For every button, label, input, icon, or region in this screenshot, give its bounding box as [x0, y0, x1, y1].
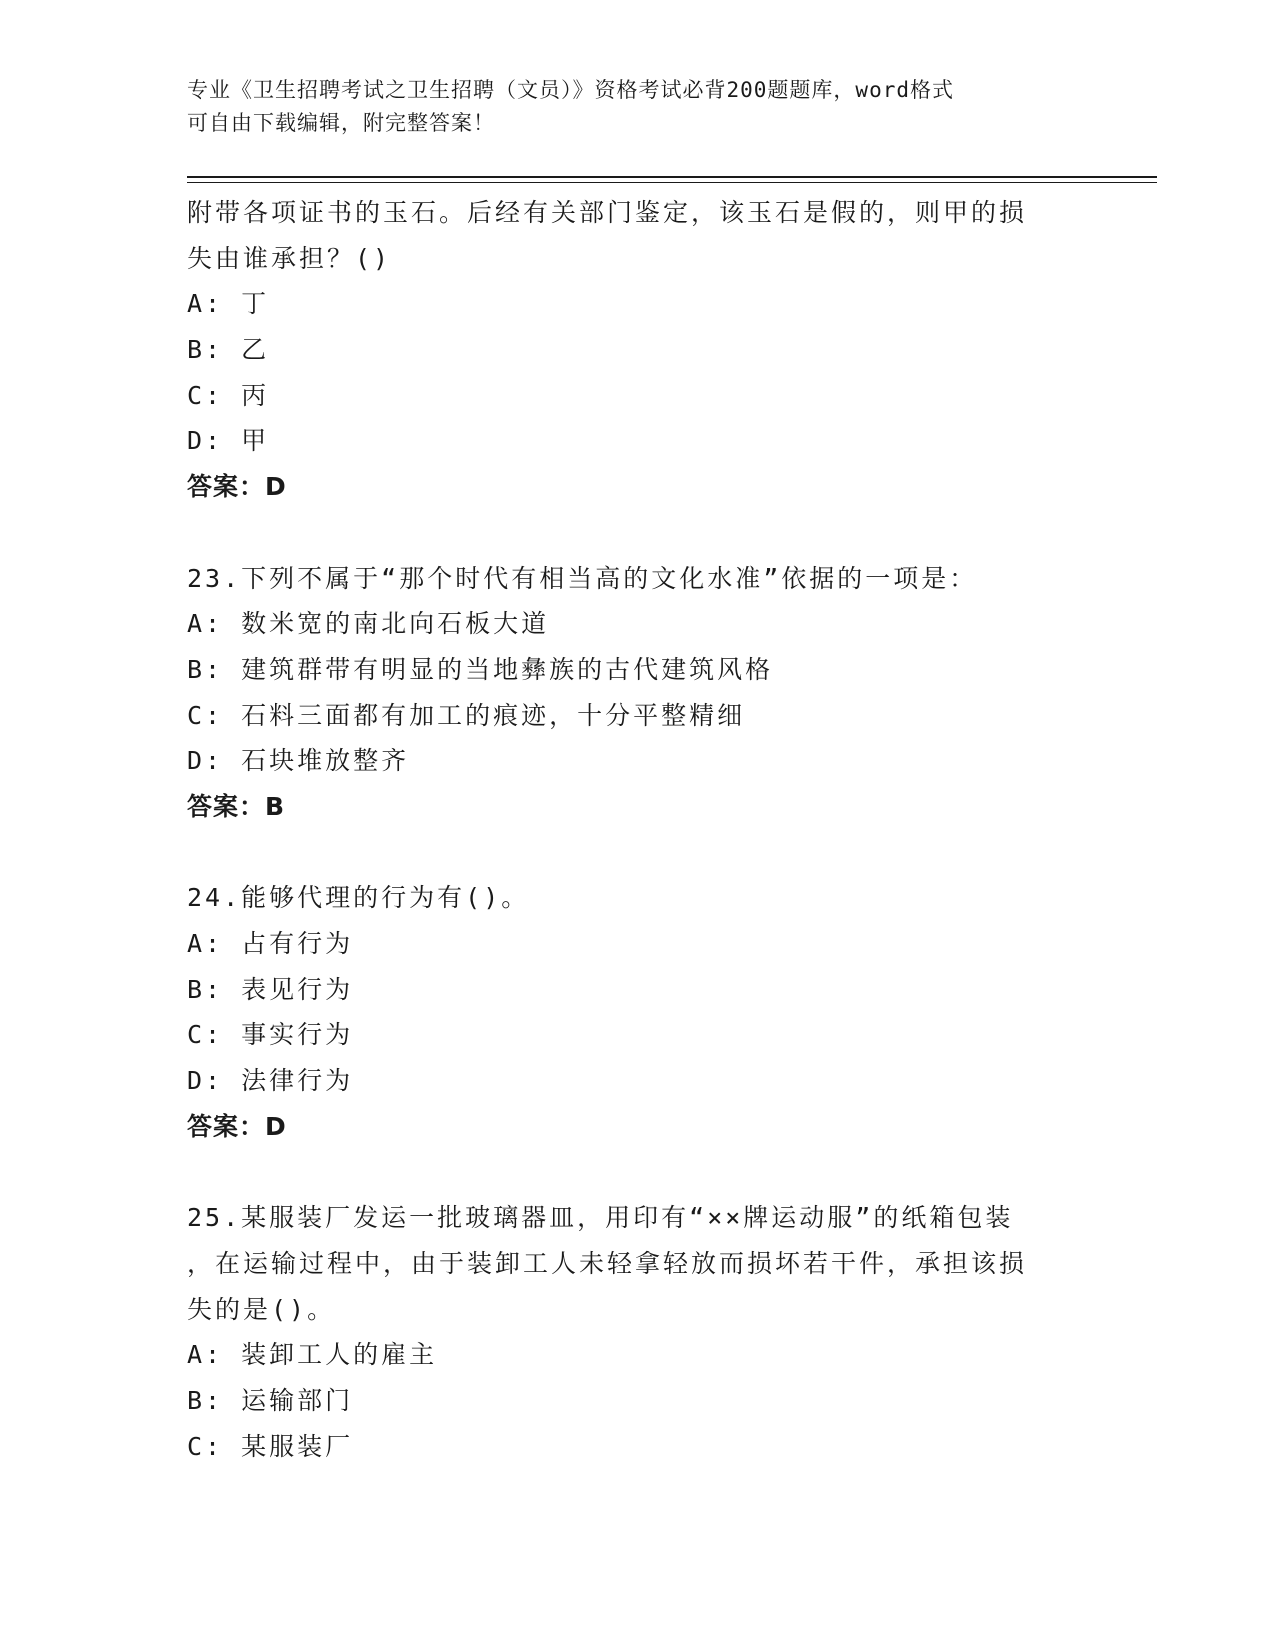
- option-d: D: 法律行为: [187, 1066, 354, 1096]
- question-stem-line: 失由谁承担？(): [187, 243, 392, 273]
- header-rule-thin: [187, 182, 1157, 183]
- question-spacer: [187, 510, 1087, 556]
- question-stem-line: 附带各项证书的玉石。后经有关部门鉴定，该玉石是假的，则甲的损: [187, 198, 1028, 227]
- option-a: A: 丁: [187, 289, 270, 319]
- option-b: B: 表见行为: [187, 974, 354, 1004]
- question-23: [187, 556, 1087, 830]
- option-b: B: 乙: [187, 335, 270, 365]
- question-spacer: [187, 1149, 1087, 1195]
- answer-line: 答案：D: [187, 1111, 287, 1141]
- option-d: D: 石块堆放整齐: [187, 746, 410, 776]
- option-a: A: 数米宽的南北向石板大道: [187, 609, 550, 639]
- option-c: C: 丙: [187, 380, 270, 410]
- option-b: B: 建筑群带有明显的当地彝族的古代建筑风格: [187, 654, 774, 684]
- document-header: [187, 74, 1067, 140]
- question-stem-line: ，在运输过程中，由于装卸工人未轻拿轻放而损坏若干件，承担该损: [187, 1248, 1028, 1278]
- option-c: C: 事实行为: [187, 1020, 354, 1050]
- document-body: [187, 190, 1087, 1469]
- question-stem-line: 失的是()。: [187, 1294, 336, 1324]
- option-b: B: 运输部门: [187, 1385, 354, 1415]
- header-line-2: 可自由下载编辑，附完整答案！: [187, 111, 495, 135]
- question-stem-line: 25.某服装厂发运一批玻璃器皿，用印有“××牌运动服”的纸箱包装: [187, 1203, 1014, 1233]
- question-25: [187, 1195, 1087, 1469]
- answer-line: 答案：B: [187, 791, 286, 821]
- question-24: [187, 875, 1087, 1149]
- header-rule-thick: [187, 176, 1157, 178]
- question-spacer: [187, 830, 1087, 876]
- question-stem-line: 24.能够代理的行为有()。: [187, 883, 530, 913]
- answer-line: 答案：D: [187, 472, 287, 502]
- option-d: D: 甲: [187, 426, 270, 456]
- header-line-1: 专业《卫生招聘考试之卫生招聘（文员）》资格考试必背200题题库，word格式: [187, 78, 954, 102]
- option-c: C: 某服装厂: [187, 1431, 354, 1461]
- option-a: A: 占有行为: [187, 929, 354, 958]
- option-c: C: 石料三面都有加工的痕迹，十分平整精细: [187, 700, 746, 730]
- option-a: A: 装卸工人的雇主: [187, 1340, 438, 1370]
- question-stem-line: 23.下列不属于“那个时代有相当高的文化水准”依据的一项是：: [187, 563, 978, 593]
- question-22: [187, 190, 1087, 510]
